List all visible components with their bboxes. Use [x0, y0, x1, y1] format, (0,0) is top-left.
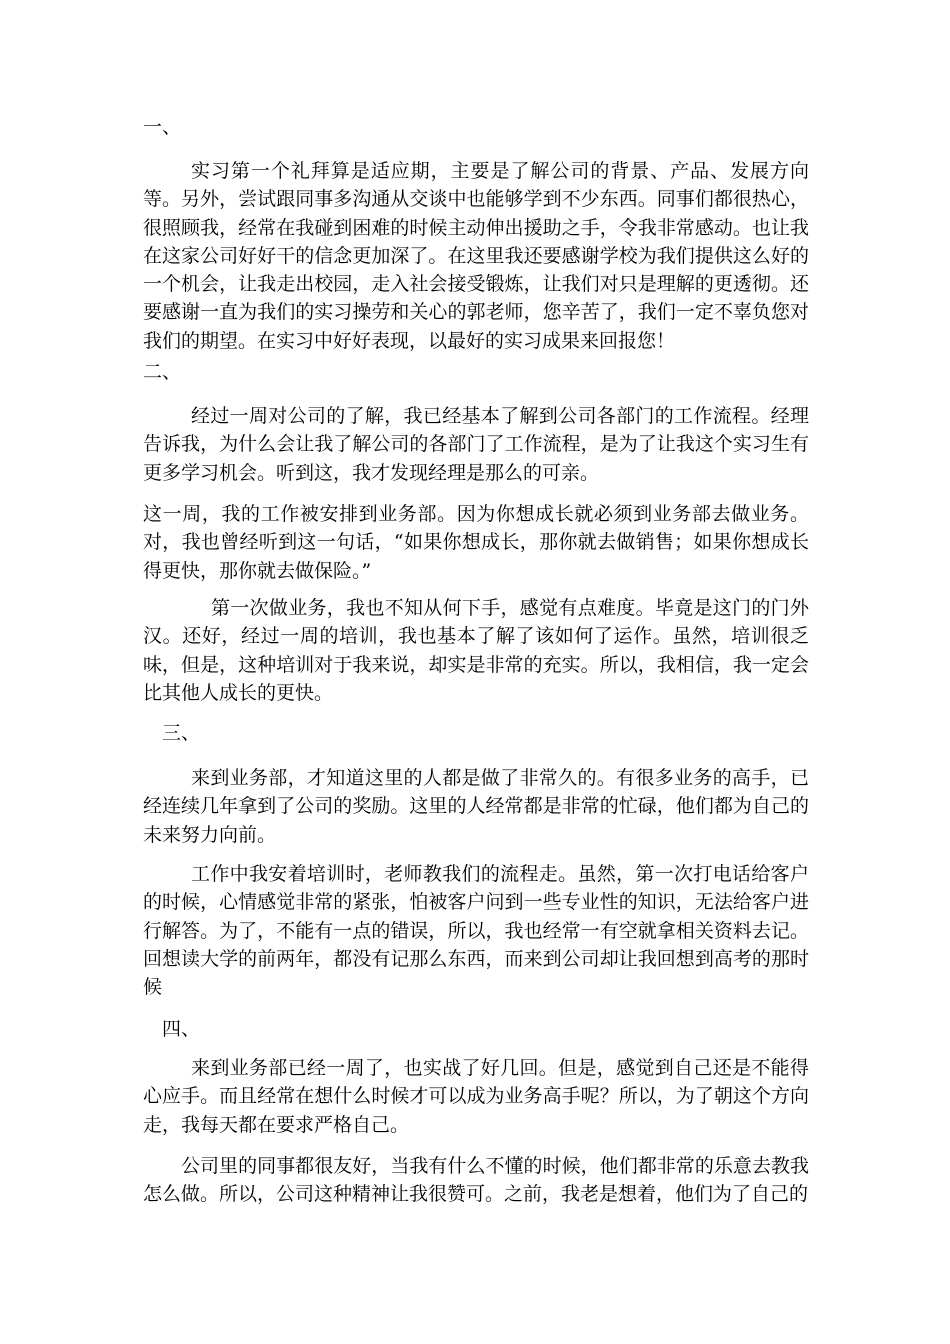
paragraph: 工作中我安着培训时，老师教我们的流程走。虽然，第一次打电话给客户的时候，心情感觉非常的紧张，怕被客户问到一些专业性的知识，无法给客户进行解答。为了，不能有一点的错误，所以，我也经常一有空就拿相关资料去记。回想读大学的前两年，都没有记那么东西，而来到公司却让我回想到高考的那时候 [143, 863, 809, 999]
paragraph: 第一次做业务，我也不知从何下手，感觉有点难度。毕竟是这门的门外汉。还好，经过一周的培训，我也基本了解了该如何了运作。虽然，培训很乏味，但是，这种培训对于我来说，却实是非常的充实。所以，我相信，我一定会比其他人成长的更快。 [143, 597, 809, 704]
paragraph: 这一周，我的工作被安排到业务部。因为你想成长就必须到业务部去做业务。对，我也曾经听到这一句话，“如果你想成长，那你就去做销售；如果你想成长得更快，那你就去做保险。” [143, 503, 809, 582]
section-heading-3: 三、 [162, 722, 201, 744]
paragraph: 实习第一个礼拜算是适应期，主要是了解公司的背景、产品、发展方向等。另外，尝试跟同事多沟通从交谈中也能够学到不少东西。同事们都很热心，很照顾我，经常在我碰到困难的时候主动伸出援助之手，令我非常感动。也让我在这家公司好好干的信念更加深了。在这里我还要感谢学校为我们提供这么好的一个机会，让我走出校园，走入社会接受锻炼，让我们对只是理解的更透彻。还要感谢一直为我们的实习操劳和关心的郭老师，您辛苦了，我们一定不辜负您对我们的期望。在实习中好好表现，以最好的实习成果来回报您！ [143, 160, 809, 352]
paragraph: 来到业务部已经一周了，也实战了好几回。但是，感觉到自己还是不能得心应手。而且经常在想什么时候才可以成为业务高手呢？所以，为了朝这个方向走，我每天都在要求严格自己。 [143, 1057, 809, 1136]
paragraph: 公司里的同事都很友好，当我有什么不懂的时候，他们都非常的乐意去教我怎么做。所以，公司这种精神让我很赞可。之前，我老是想着，他们为了自己的 [143, 1155, 809, 1206]
section-heading-4: 四、 [162, 1018, 201, 1040]
paragraph: 经过一周对公司的了解，我已经基本了解到公司各部门的工作流程。经理告诉我，为什么会让我了解公司的各部门了工作流程，是为了让我这个实习生有更多学习机会。听到这，我才发现经理是那么的可亲。 [143, 405, 809, 484]
section-heading-1: 一、 [143, 116, 182, 138]
section-heading-2: 二、 [143, 361, 182, 383]
paragraph: 来到业务部，才知道这里的人都是做了非常久的。有很多业务的高手，已经连续几年拿到了公司的奖励。这里的人经常都是非常的忙碌，他们都为自己的未来努力向前。 [143, 767, 809, 846]
